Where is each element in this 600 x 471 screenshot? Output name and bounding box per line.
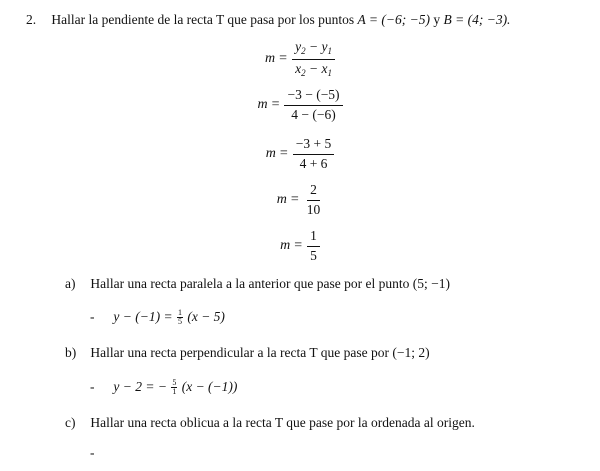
- slope-result: [0, 183, 600, 218]
- part-a-question: [65, 276, 450, 292]
- part-a-label: a): [65, 276, 76, 291]
- fraction-denominator: 1: [172, 387, 177, 397]
- problem-statement: [26, 12, 510, 28]
- small-fraction: [171, 379, 177, 396]
- answer-right: (x − 5): [187, 309, 225, 324]
- bullet-dash: -: [90, 309, 95, 324]
- fraction-denominator: 10: [306, 201, 321, 217]
- slope-symbol: m: [265, 51, 276, 67]
- bullet-dash: -: [90, 445, 95, 460]
- equals-sign: =: [279, 51, 288, 67]
- point-b: B = (4; −3).: [443, 12, 511, 27]
- fraction: [304, 183, 324, 218]
- part-b-question: [65, 345, 430, 361]
- fraction-numerator: 5: [172, 378, 177, 388]
- point-a: A = (−6; −5): [357, 12, 430, 27]
- part-c-text: Hallar una recta oblicua a la recta T que pase por la ordenada al origen.: [90, 415, 475, 430]
- answer-left: y − (−1) =: [113, 309, 176, 324]
- part-c-label: c): [65, 415, 76, 430]
- part-a-answer: [90, 309, 225, 326]
- slope-symbol: m: [265, 146, 276, 162]
- slope-symbol: m: [276, 192, 287, 208]
- small-fraction: [177, 309, 183, 326]
- equals-sign: =: [294, 238, 303, 254]
- answer-right: (x − (−1)): [181, 379, 238, 394]
- fraction-denominator: 4 − (−6): [291, 106, 336, 122]
- fraction-numerator: $y_2 - y_1$: [292, 40, 335, 60]
- problem-number: 2.: [26, 12, 37, 27]
- slope-symbol: m: [257, 97, 268, 113]
- fraction: [293, 137, 334, 172]
- fraction-denominator: $x_2 - x_1$: [295, 60, 332, 78]
- fraction-denominator: 5: [310, 247, 317, 263]
- part-b-text: Hallar una recta perpendicular a la recta T que pase por (−1; 2): [90, 345, 430, 360]
- bullet-dash: -: [90, 379, 95, 394]
- slope-symbol: m: [280, 238, 291, 254]
- answer-left: y − 2 = −: [113, 379, 167, 394]
- fraction-numerator: 1: [177, 308, 182, 318]
- fraction-numerator: 2: [307, 183, 320, 201]
- part-c-answer: [90, 445, 110, 461]
- slope-substitution: [0, 88, 600, 123]
- fraction: [307, 229, 320, 264]
- equals-sign: =: [271, 97, 280, 113]
- fraction-denominator: 5: [177, 317, 182, 327]
- fraction-denominator: 4 + 6: [299, 155, 328, 171]
- slope-final: [0, 229, 600, 264]
- fraction-numerator: −3 + 5: [293, 137, 334, 155]
- part-a-text: Hallar una recta paralela a la anterior que pase por el punto (5; −1): [90, 276, 450, 291]
- equals-sign: =: [279, 146, 288, 162]
- slope-simplify: [0, 137, 600, 172]
- part-b-answer: [90, 379, 237, 396]
- part-b-label: b): [65, 345, 77, 360]
- equals-sign: =: [290, 192, 299, 208]
- fraction-numerator: −3 − (−5): [284, 88, 342, 106]
- fraction-numerator: 1: [307, 229, 320, 247]
- conjunction: y: [433, 12, 441, 27]
- part-c-question: [65, 415, 475, 431]
- fraction: [284, 88, 342, 123]
- problem-text: Hallar la pendiente de la recta T que pasa por los puntos: [51, 12, 355, 27]
- fraction: [292, 40, 335, 79]
- slope-formula: [0, 40, 600, 79]
